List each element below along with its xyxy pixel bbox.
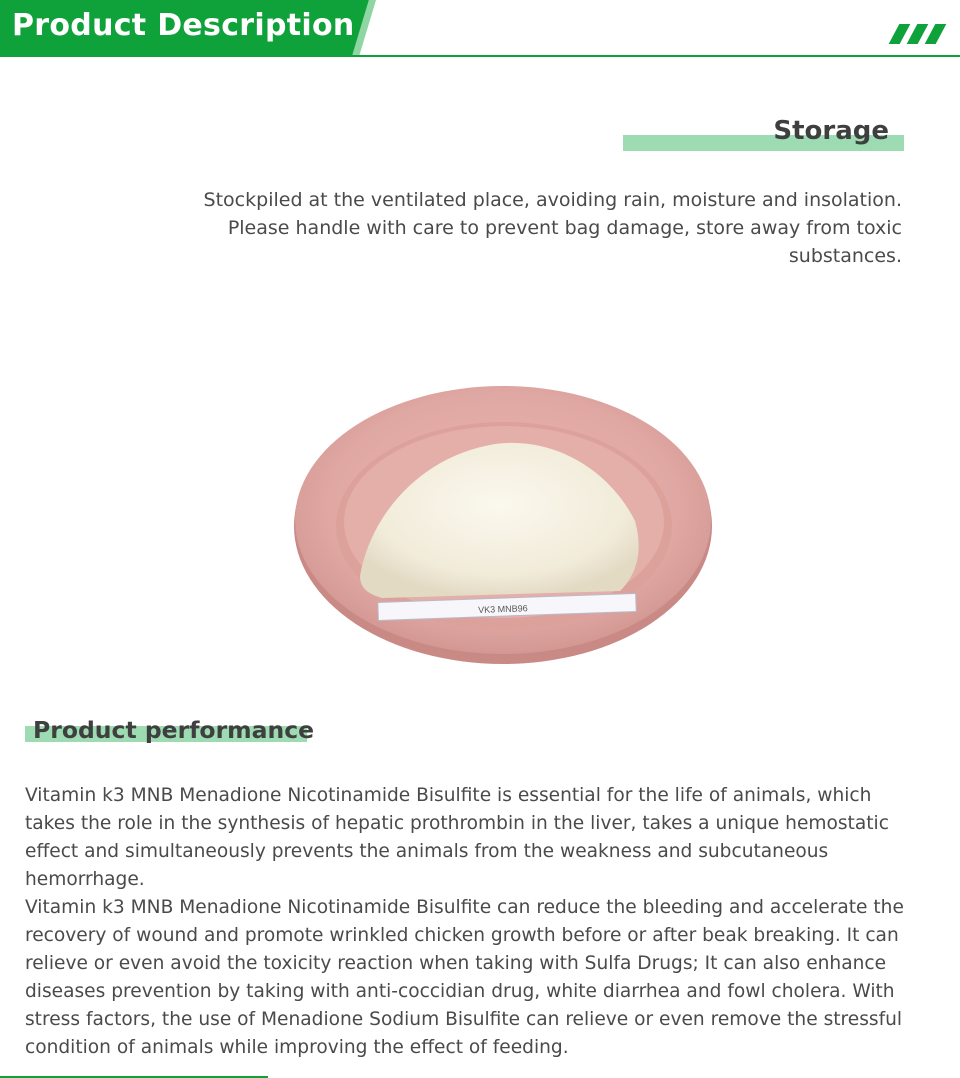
performance-paragraph: Vitamin k3 MNB Menadione Nicotinamide Bisulfite is essential for the life of animals, which takes the role in the synthesis of hepatic prothrombin in the liver, takes a unique hemostatic effect and simultaneously prevents the animals from the weakness and subcutaneous hemorrhage. <box>25 785 889 890</box>
performance-heading: Product performance <box>33 716 315 744</box>
performance-paragraph: Vitamin k3 MNB Menadione Nicotinamide Bisulfite can reduce the bleeding and accelerate the recovery of wound and promote wrinkled chicken growth before or after beak breaking. It can relieve or even avoid the toxicity reaction when taking with Sulfa Drugs; It can also enhance diseases prevention by taking with anti-coccidian drug, white diarrhea and fowl cholera. With stress factors, the use of Menadione Sodium Bisulfite can relieve or even remove the stressful condition of animals while improving the effect of feeding. <box>25 897 904 1058</box>
product-image <box>290 376 716 666</box>
powder-dish-illustration <box>290 376 716 666</box>
header-divider <box>0 55 960 57</box>
storage-description: Stockpiled at the ventilated place, avoiding rain, moisture and insolation. Please handle with care to prevent bag damage, store away from toxic substances. <box>203 189 902 267</box>
performance-description <box>25 782 925 1062</box>
product-label-text: VK3 MNB96 <box>477 603 528 615</box>
triple-slash-icon <box>888 24 948 48</box>
section-header <box>0 0 960 60</box>
storage-heading: Storage <box>773 116 889 146</box>
page-title: Product Description <box>12 8 355 43</box>
